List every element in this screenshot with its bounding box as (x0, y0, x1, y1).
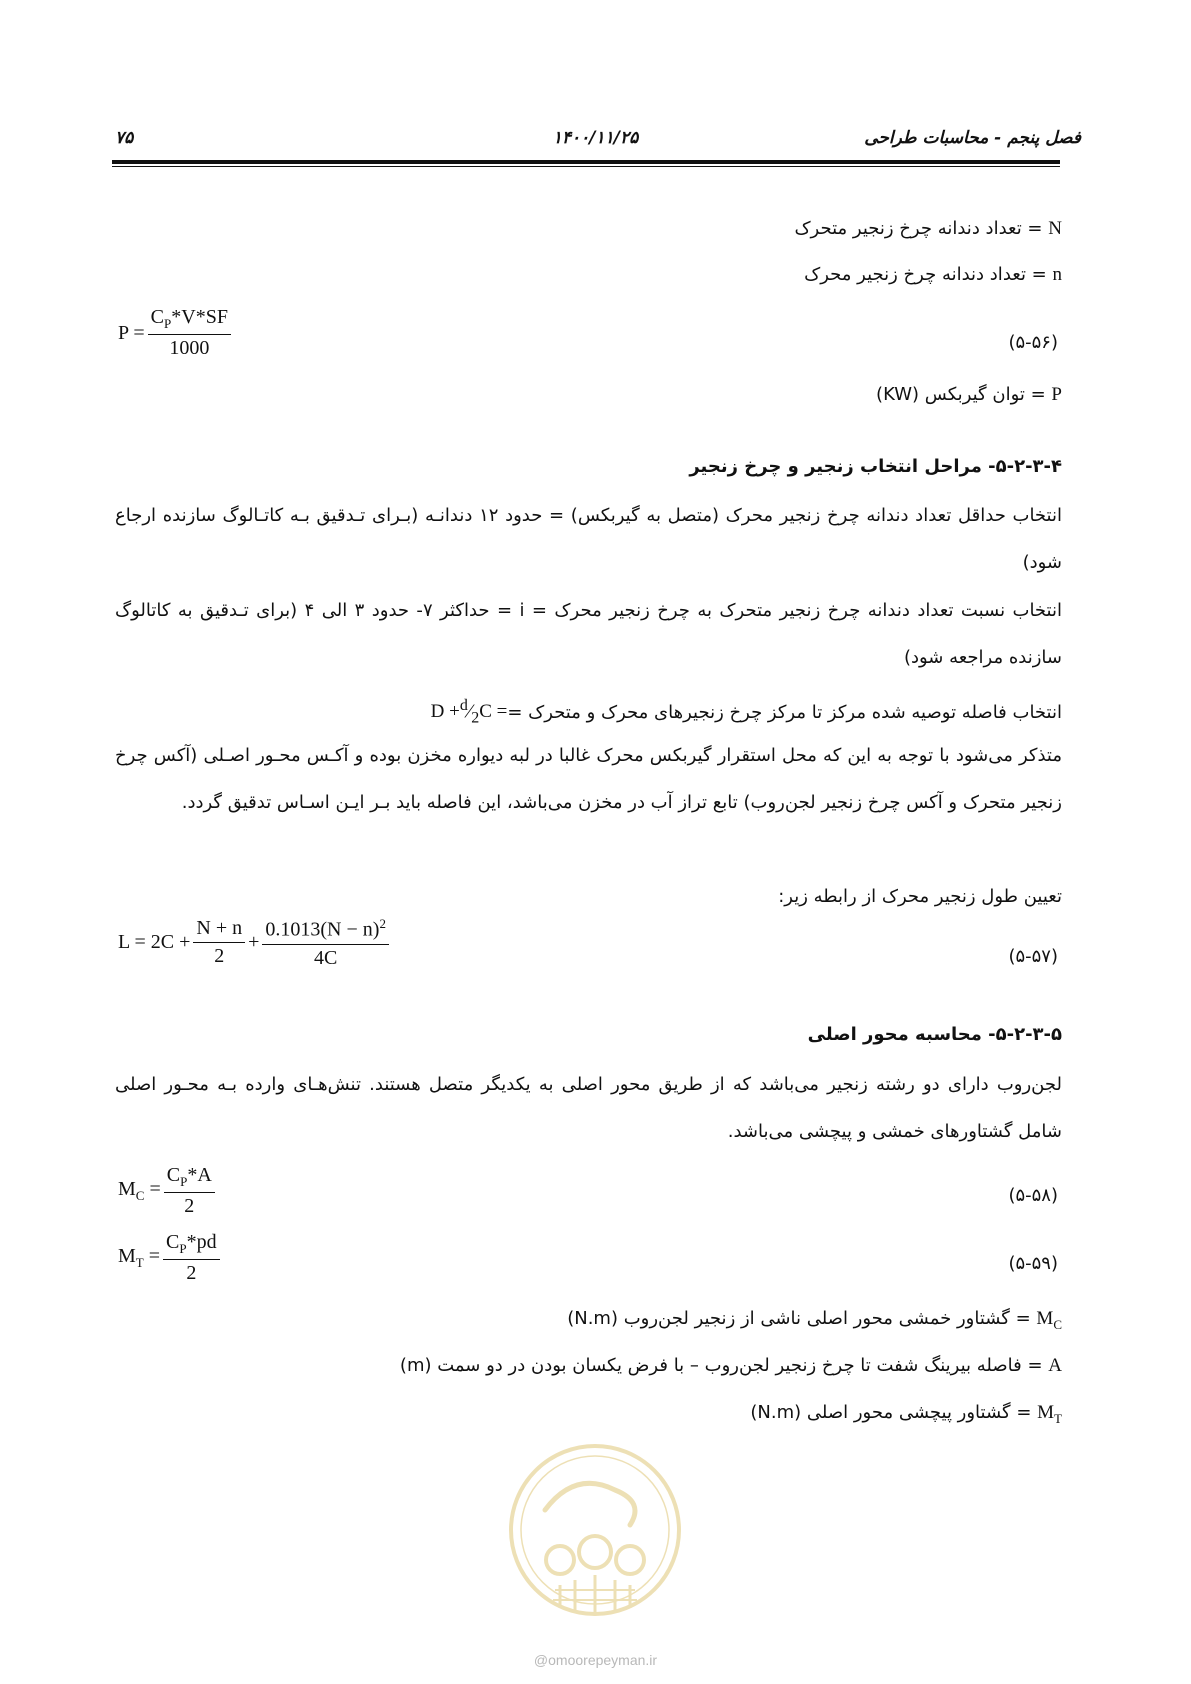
header-rule-thin (112, 166, 1060, 167)
equation-number-59: (۵-۵۹) (1008, 1253, 1058, 1274)
definition-Mt: $M_T$ = گشتاور پیچشی محور اصلی (N.m) (750, 1402, 1062, 1426)
equation-number-56: (۵-۵۶) (1008, 332, 1058, 353)
footer-site: @omoorepeyman.ir (533, 1652, 658, 1668)
section-heading-chain-selection: ۵-۲-۳-۴- مراحل انتخاب زنجیر و چرخ زنجیر (689, 456, 1062, 477)
fraction: $\frac{0.1013(N - n)^2}{4C}$ (262, 916, 389, 970)
paragraph-gearbox-note: متذکر می‌شود با توجه به این که محل استقرار گیربکس محرک غالبا در لبه دیواره مخزن بوده و آکـس محـور اصـلی (آکس چرخ زنجیر متحرک و آکس چرخ زنجیر لجن‌روب) تابع تراز آب در مخزن می‌باشد، این فاصله باید بـر ایـن اسـاس تدقیق گردد. (115, 745, 1062, 813)
equation-56: P = $\frac{C_P*V*SF}{1000}$ (118, 306, 234, 360)
page-number: ۷۵ (115, 128, 134, 148)
definition-n: n = تعداد دندانه چرخ زنجیر محرک (804, 264, 1062, 285)
definition-Mc: $M_C$ = گشتاور خمشی محور اصلی ناشی از زنجیر لجن‌روب (N.m) (567, 1308, 1062, 1332)
section-heading-main-shaft: ۵-۲-۳-۵- محاسبه محور اصلی (807, 1024, 1062, 1045)
fraction: $\frac{C_P*A}{2}$ (164, 1164, 215, 1218)
equation-57: L = 2C + $\frac{N + n}{2}$ + $\frac{0.1013(N - n)^2}{4C}$ (118, 916, 392, 970)
fraction: $\frac{N + n}{2}$ (193, 917, 245, 968)
paragraph-center-distance: انتخاب فاصله توصیه شده مرکز تا مرکز چرخ زنجیرهای محرک و متحرک = D + $^d⁄_2$ C = (430, 697, 1062, 727)
definition-P: P = توان گیربکس (KW) (876, 384, 1062, 405)
header-rule-thick (112, 160, 1060, 164)
equation-58: $M_C$ = $\frac{C_P*A}{2}$ (118, 1164, 218, 1218)
watermark-logo (505, 1440, 685, 1630)
paragraph-chain-length: تعیین طول زنجیر محرک از رابطه زیر: (778, 886, 1062, 907)
paragraph-min-teeth: انتخاب حداقل تعداد دندانه چرخ زنجیر محرک (متصل به گیربکس) = حدود ۱۲ دندانـه (بـرای تـدقیق بـه کاتـالوگ سازنده ارجاع شود) (115, 505, 1062, 573)
definition-N: N = تعداد دندانه چرخ زنجیر متحرک (794, 218, 1062, 239)
equation-59: $M_T$ = $\frac{C_P*pd}{2}$ (118, 1231, 223, 1285)
equation-number-57: (۵-۵۷) (1008, 946, 1058, 967)
center-distance-formula: D + $^d⁄_2$ C = (430, 697, 508, 727)
definition-A: A = فاصله بیرینگ شفت تا چرخ زنجیر لجن‌روب – با فرض یکسان بودن در دو سمت (m) (399, 1355, 1062, 1376)
fraction: $\frac{C_P*pd}{2}$ (163, 1231, 220, 1285)
chapter-title: فصل پنجم - محاسبات طراحی (864, 128, 1081, 148)
fraction: $\frac{C_P*V*SF}{1000}$ (148, 306, 231, 360)
paragraph-shaft-loads: لجن‌روب دارای دو رشته زنجیر می‌باشد که از طریق محور اصلی به یکدیگر متصل هستند. تنش‌هـای وارده بـه محـور اصلی شامل گشتاورهای خمشی و پیچشی می‌باشد. (115, 1074, 1062, 1142)
header-date: ۱۴۰۰/۱۱/۲۵ (552, 128, 639, 148)
equation-number-58: (۵-۵۸) (1008, 1185, 1058, 1206)
paragraph-ratio: انتخاب نسبت تعداد دندانه چرخ زنجیر متحرک به چرخ زنجیر محرک = i = حداکثر ۷- حدود ۳ الی ۴ (برای تـدقیق به کاتالوگ سازنده مراجعه شود) (115, 600, 1062, 668)
